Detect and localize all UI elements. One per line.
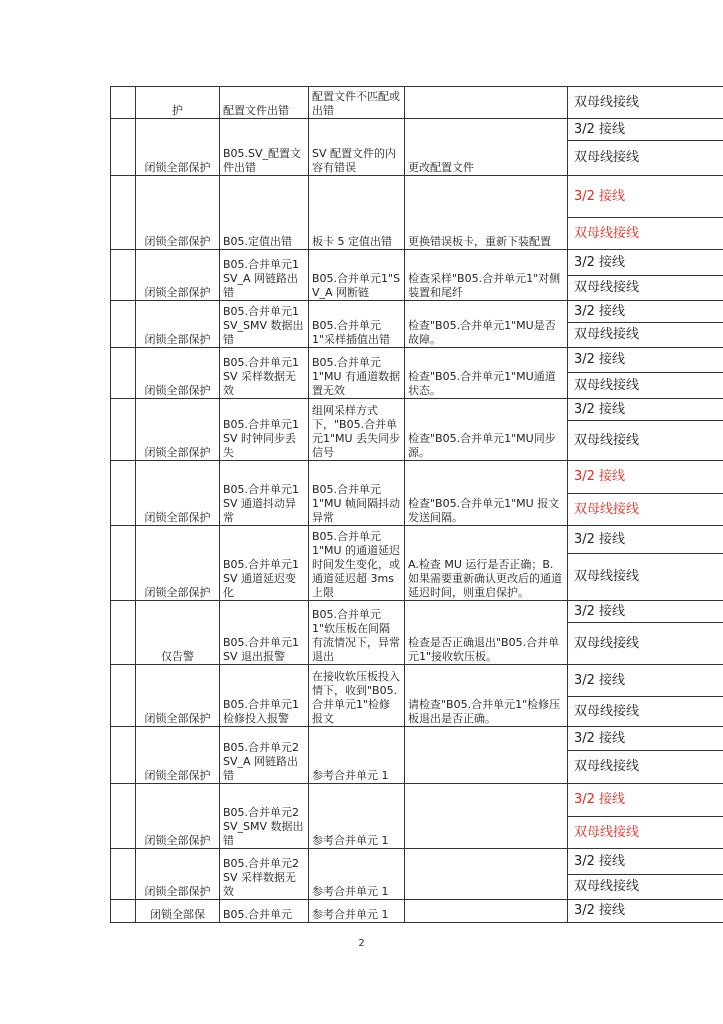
event-cell: B05.合并单元2SV_A 网链路出错 (220, 727, 309, 784)
event-cell: B05.合并单元2SV_SMV 数据出错 (220, 784, 309, 849)
event-cell: 配置文件出错 (220, 87, 309, 119)
table-row (111, 348, 723, 373)
wiring-mode-cell: 3/2 接线 (568, 461, 723, 494)
table-row (111, 784, 723, 817)
wiring-mode-cell: 3/2 接线 (568, 727, 723, 751)
wiring-mode-cell: 双母线接线 (568, 323, 723, 348)
fix-cell (405, 727, 568, 784)
wiring-mode-cell: 双母线接线 (568, 697, 723, 727)
action-cell: 护 (136, 87, 220, 119)
fix-cell: A.检查 MU 运行是否正确；B.如果需要重新确认更改后的通道延迟时间，则重启保护。 (405, 526, 568, 601)
event-cell: B05.合并单元2SV 采样数据无效 (220, 849, 309, 900)
wiring-mode-cell: 3/2 接线 (568, 526, 723, 554)
row-index-cell (111, 727, 136, 784)
table-row (111, 900, 723, 923)
fix-cell: 检查"B05.合并单元1"MU同步源。 (405, 399, 568, 461)
wiring-mode-cell: 双母线接线 (568, 554, 723, 601)
wiring-mode-cell: 3/2 接线 (568, 348, 723, 373)
cause-cell: B05.合并单元1"软压板在间隔有流情况下，异常退出 (309, 601, 405, 665)
action-cell: 闭锁全部保护 (136, 784, 220, 849)
cause-cell: 配置文件不匹配或出错 (309, 87, 405, 119)
wiring-mode-cell: 双母线接线 (568, 623, 723, 665)
row-index-cell (111, 900, 136, 923)
table-row (111, 849, 723, 875)
wiring-mode-cell: 3/2 接线 (568, 601, 723, 623)
cause-cell: B05.合并单元1"MU 帧间隔抖动异常 (309, 461, 405, 526)
wiring-mode-cell: 双母线接线 (568, 141, 723, 176)
fix-cell: 检查"B05.合并单元1"MU是否故障。 (405, 301, 568, 348)
wiring-mode-cell: 双母线接线 (568, 87, 723, 119)
fix-cell: 更改配置文件 (405, 119, 568, 176)
action-cell: 闭锁全部保护 (136, 665, 220, 727)
event-cell: B05.SV_配置文件出错 (220, 119, 309, 176)
fix-cell (405, 849, 568, 900)
table-row (111, 301, 723, 323)
cause-cell: 参考合并单元 1 (309, 849, 405, 900)
wiring-mode-cell: 3/2 接线 (568, 900, 723, 923)
page-number: 2 (358, 938, 365, 949)
wiring-mode-cell: 双母线接线 (568, 494, 723, 526)
event-cell: B05.合并单元1SV 通道延迟变化 (220, 526, 309, 601)
event-cell: B05.合并单元1SV_SMV 数据出错 (220, 301, 309, 348)
wiring-mode-cell: 3/2 接线 (568, 784, 723, 817)
cause-cell: B05.合并单元1"MU 有通道数据置无效 (309, 348, 405, 399)
row-index-cell (111, 250, 136, 301)
fix-cell (405, 784, 568, 849)
event-cell: B05.合并单元1SV 采样数据无效 (220, 348, 309, 399)
fix-cell: 检查"B05.合并单元1"MU 报文发送间隔。 (405, 461, 568, 526)
table-row (111, 399, 723, 421)
fix-cell: 检查采样"B05.合并单元1"对侧装置和尾纤 (405, 250, 568, 301)
cause-cell: 参考合并单元 1 (309, 727, 405, 784)
wiring-mode-cell: 3/2 接线 (568, 849, 723, 875)
wiring-mode-cell: 3/2 接线 (568, 301, 723, 323)
wiring-mode-cell: 双母线接线 (568, 218, 723, 250)
table-row (111, 461, 723, 494)
cause-cell: 在接收软压板投入情下，收到"B05.合并单元1"检修报文 (309, 665, 405, 727)
action-cell: 闭锁全部保护 (136, 526, 220, 601)
row-index-cell (111, 461, 136, 526)
wiring-mode-cell: 3/2 接线 (568, 250, 723, 276)
table-row (111, 665, 723, 697)
row-index-cell (111, 176, 136, 250)
event-cell: B05.合并单元1SV_A 网链路出错 (220, 250, 309, 301)
table-row (111, 601, 723, 623)
cause-cell: SV 配置文件的内容有错误 (309, 119, 405, 176)
wiring-mode-cell: 双母线接线 (568, 817, 723, 849)
event-cell: B05.合并单元 (220, 900, 309, 923)
action-cell: 闭锁全部保护 (136, 176, 220, 250)
event-cell: B05.合并单元1 检修投入报警 (220, 665, 309, 727)
row-index-cell (111, 119, 136, 176)
cause-cell: B05.合并单元1"采样插值出错 (309, 301, 405, 348)
action-cell: 闭锁全部保护 (136, 250, 220, 301)
wiring-mode-cell: 3/2 接线 (568, 119, 723, 141)
action-cell: 闭锁全部保护 (136, 849, 220, 900)
fix-cell: 检查是否正确退出"B05.合并单元1"接收软压板。 (405, 601, 568, 665)
event-cell: B05.合并单元1SV 退出报警 (220, 601, 309, 665)
table-row (111, 119, 723, 141)
wiring-mode-cell: 双母线接线 (568, 421, 723, 461)
table-row (111, 176, 723, 218)
cause-cell: 参考合并单元 1 (309, 900, 405, 923)
cause-cell: B05.合并单元1"SV_A 网断链 (309, 250, 405, 301)
wiring-mode-cell: 双母线接线 (568, 276, 723, 301)
protection-event-table (110, 86, 723, 923)
cause-cell: 板卡 5 定值出错 (309, 176, 405, 250)
row-index-cell (111, 601, 136, 665)
table-row (111, 727, 723, 751)
wiring-mode-cell: 3/2 接线 (568, 399, 723, 421)
action-cell: 仅告警 (136, 601, 220, 665)
row-index-cell (111, 784, 136, 849)
cause-cell: 参考合并单元 1 (309, 784, 405, 849)
fix-cell (405, 87, 568, 119)
action-cell: 闭锁全部保护 (136, 399, 220, 461)
event-cell: B05.定值出错 (220, 176, 309, 250)
fix-cell: 更换错误板卡，重新下装配置 (405, 176, 568, 250)
action-cell: 闭锁全部保护 (136, 119, 220, 176)
event-cell: B05.合并单元1SV 通道抖动异常 (220, 461, 309, 526)
table-row (111, 250, 723, 276)
action-cell: 闭锁全部保护 (136, 727, 220, 784)
row-index-cell (111, 526, 136, 601)
action-cell: 闭锁全部保护 (136, 301, 220, 348)
cause-cell: B05.合并单元1"MU 的通道延迟时间发生变化，或通道延迟超 3ms 上限 (309, 526, 405, 601)
row-index-cell (111, 301, 136, 348)
wiring-mode-cell: 3/2 接线 (568, 176, 723, 218)
table-row (111, 526, 723, 554)
action-cell: 闭锁全部保护 (136, 461, 220, 526)
row-index-cell (111, 348, 136, 399)
wiring-mode-cell: 双母线接线 (568, 751, 723, 784)
fix-cell: 请检查"B05.合并单元1"检修压板退出是否正确。 (405, 665, 568, 727)
row-index-cell (111, 399, 136, 461)
wiring-mode-cell: 双母线接线 (568, 373, 723, 399)
row-index-cell (111, 849, 136, 900)
action-cell: 闭锁全部保护 (136, 348, 220, 399)
row-index-cell (111, 87, 136, 119)
wiring-mode-cell: 双母线接线 (568, 875, 723, 900)
fix-cell (405, 900, 568, 923)
event-cell: B05.合并单元1SV 时钟同步丢失 (220, 399, 309, 461)
table-row (111, 87, 723, 119)
wiring-mode-cell: 3/2 接线 (568, 665, 723, 697)
fix-cell: 检查"B05.合并单元1"MU通道状态。 (405, 348, 568, 399)
action-cell: 闭锁全部保 (136, 900, 220, 923)
row-index-cell (111, 665, 136, 727)
cause-cell: 组网采样方式下，"B05.合并单元1"MU 丢失同步信号 (309, 399, 405, 461)
